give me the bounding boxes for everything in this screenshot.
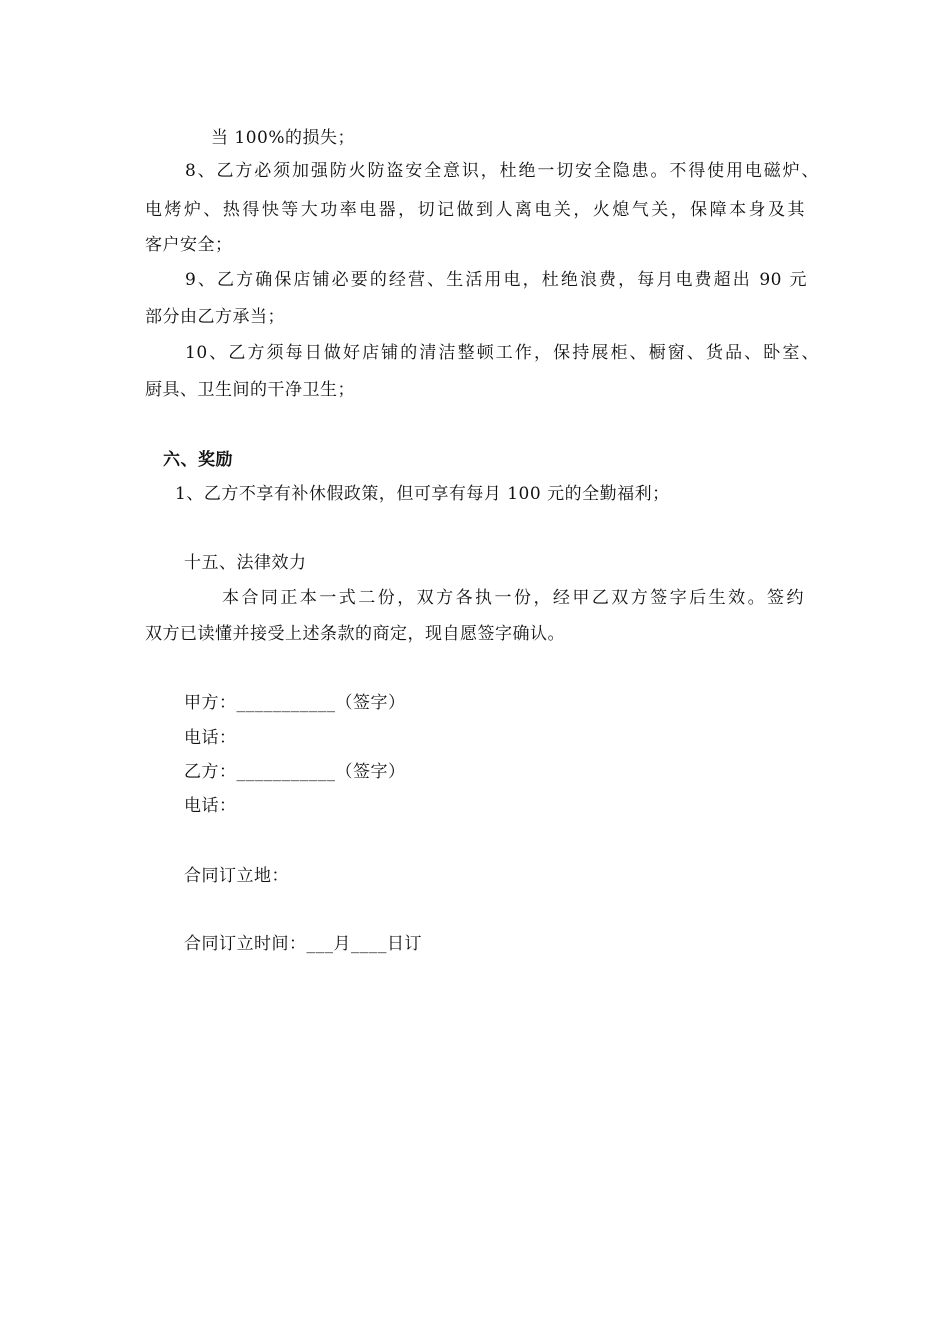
reward-item-1: 1、乙方不享有补休假政策，但可享有每月 100 元的全勤福利； bbox=[175, 484, 670, 504]
party-b-phone: 电话： bbox=[184, 796, 237, 816]
clause-8-line-2: 电烤炉、热得快等大功率电器，切记做到人离电关，火熄气关，保障本身及其 bbox=[145, 200, 805, 220]
legal-heading: 十五、法律效力 bbox=[184, 553, 307, 573]
clause-9-line-2: 部分由乙方承当； bbox=[145, 307, 285, 327]
clause-10-line-2: 厨具、卫生间的干净卫生； bbox=[145, 380, 355, 400]
clause-7-tail: 当 100%的损失； bbox=[211, 128, 356, 148]
clause-8-line-3: 客户安全； bbox=[145, 235, 233, 255]
party-a-signature: 甲方：___________（签字） bbox=[184, 693, 406, 713]
contract-place: 合同订立地： bbox=[184, 866, 289, 886]
contract-time: 合同订立时间：___月____日订 bbox=[184, 934, 422, 954]
clause-10-line-1: 10、乙方须每日做好店铺的清洁整顿工作，保持展柜、橱窗、货品、卧室、 bbox=[185, 343, 819, 363]
legal-line-2: 双方已读懂并接受上述条款的商定，现自愿签字确认。 bbox=[145, 624, 565, 644]
clause-9-line-1: 9、乙方确保店铺必要的经营、生活用电，杜绝浪费，每月电费超出 90 元 bbox=[185, 270, 807, 290]
party-b-signature: 乙方：___________（签字） bbox=[184, 762, 406, 782]
legal-line-1: 本合同正本一式二份，双方各执一份，经甲乙双方签字后生效。签约 bbox=[222, 588, 804, 608]
clause-8-line-1: 8、乙方必须加强防火防盗安全意识，杜绝一切安全隐患。不得使用电磁炉、 bbox=[185, 161, 819, 181]
reward-heading: 六、奖励 bbox=[163, 450, 233, 470]
party-a-phone: 电话： bbox=[184, 728, 237, 748]
